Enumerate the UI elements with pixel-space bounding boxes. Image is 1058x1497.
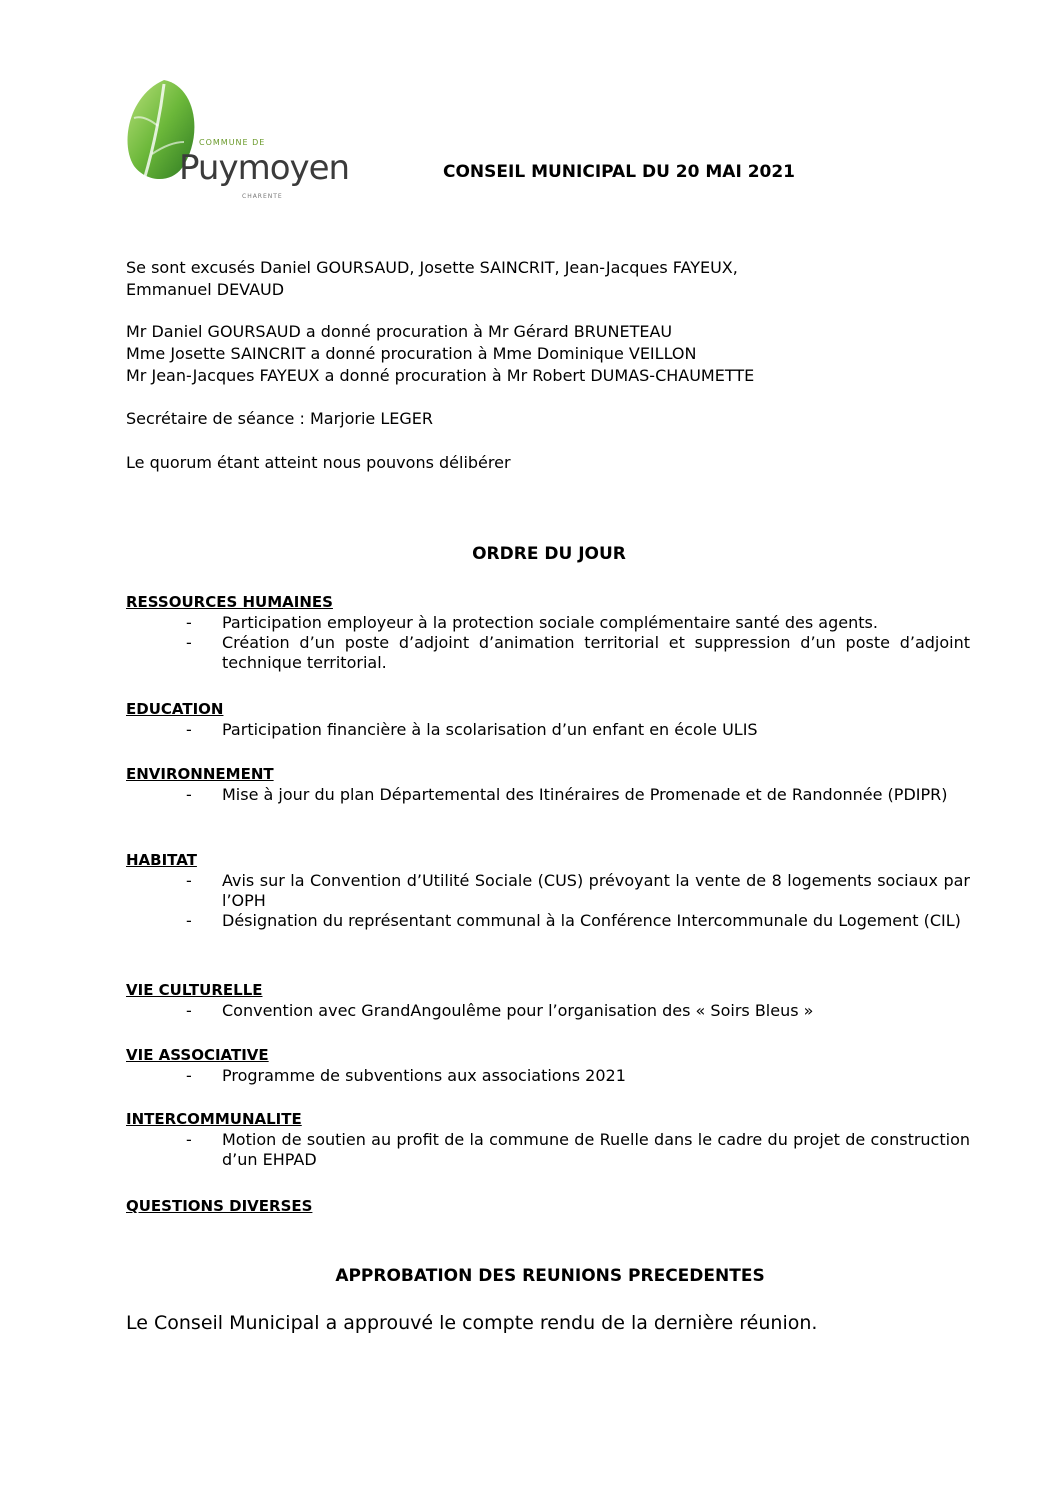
list-item — [126, 1001, 970, 1021]
section-environnement — [126, 764, 970, 805]
section-title: EDUCATION — [126, 700, 224, 718]
list-item — [126, 1066, 970, 1086]
quorum-line: Le quorum étant atteint nous pouvons délibérer — [126, 453, 511, 472]
ordre-du-jour-heading: ORDRE DU JOUR — [472, 544, 626, 564]
section-questions-diverses — [126, 1196, 970, 1217]
section-title: RESSOURCES HUMAINES — [126, 593, 333, 611]
list-dash: - — [186, 1066, 192, 1085]
list-dash: - — [186, 1001, 192, 1020]
section-habitat — [126, 850, 970, 931]
logo-name: Puymoyen — [179, 148, 350, 188]
list-item — [126, 871, 970, 911]
list-item — [126, 911, 970, 931]
section-title: VIE ASSOCIATIVE — [126, 1046, 269, 1064]
list-item-text: Participation employeur à la protection sociale complémentaire santé des agents. — [222, 613, 878, 632]
list-item — [126, 785, 970, 805]
procuration-line: Mme Josette SAINCRIT a donné procuration à Mme Dominique VEILLON — [126, 344, 697, 363]
section-education — [126, 699, 970, 740]
list-dash: - — [186, 720, 192, 739]
procuration-line: Mr Jean-Jacques FAYEUX a donné procuration à Mr Robert DUMAS-CHAUMETTE — [126, 366, 755, 385]
list-item-text: Création d’un poste d’adjoint d’animation territorial et suppression d’un poste d’adjoint technique territorial. — [222, 633, 970, 672]
list-dash: - — [186, 911, 192, 930]
excuses-line: Se sont excusés Daniel GOURSAUD, Josette SAINCRIT, Jean-Jacques FAYEUX, — [126, 258, 738, 277]
list-item — [126, 613, 970, 633]
list-item-text: Désignation du représentant communal à la Conférence Intercommunale du Logement (CIL) — [222, 911, 961, 930]
logo-small-text: COMMUNE DE — [199, 138, 266, 147]
procuration-line: Mr Daniel GOURSAUD a donné procuration à Mr Gérard BRUNETEAU — [126, 322, 673, 341]
section-title: VIE CULTURELLE — [126, 981, 263, 999]
section-vie-culturelle — [126, 980, 970, 1021]
approbation-heading: APPROBATION DES REUNIONS PRECEDENTES — [335, 1266, 765, 1286]
section-intercommunalite — [126, 1109, 970, 1170]
approbation-text: Le Conseil Municipal a approuvé le compte rendu de la dernière réunion. — [126, 1312, 818, 1334]
secretaire-line: Secrétaire de séance : Marjorie LEGER — [126, 409, 433, 428]
excuses-line: Emmanuel DEVAUD — [126, 280, 285, 299]
section-title: ENVIRONNEMENT — [126, 765, 274, 783]
list-item-text: Convention avec GrandAngoulême pour l’organisation des « Soirs Bleus » — [222, 1001, 814, 1020]
list-dash: - — [186, 1130, 192, 1149]
commune-logo — [124, 76, 350, 206]
list-item — [126, 720, 970, 740]
list-dash: - — [186, 613, 192, 632]
section-title: QUESTIONS DIVERSES — [126, 1197, 313, 1215]
excuses-paragraph — [126, 257, 738, 301]
list-dash: - — [186, 633, 192, 652]
list-item-text: Programme de subventions aux associations 2021 — [222, 1066, 626, 1085]
page-title: CONSEIL MUNICIPAL DU 20 MAI 2021 — [443, 162, 796, 182]
logo-sub-text: CHARENTE — [242, 193, 283, 200]
section-vie-associative — [126, 1045, 970, 1086]
procurations-paragraph — [126, 321, 754, 387]
list-item-text: Mise à jour du plan Départemental des Itinéraires de Promenade et de Randonnée (PDIPR) — [222, 785, 948, 804]
section-title: HABITAT — [126, 851, 197, 869]
list-item-text: Participation financière à la scolarisation d’un enfant en école ULIS — [222, 720, 758, 739]
list-item-text: Motion de soutien au profit de la commune de Ruelle dans le cadre du projet de construction d’un EHPAD — [222, 1130, 970, 1169]
list-item — [126, 1130, 970, 1170]
list-dash: - — [186, 785, 192, 804]
list-item — [126, 633, 970, 673]
section-title: INTERCOMMUNALITE — [126, 1110, 302, 1128]
section-ressources-humaines — [126, 592, 970, 673]
list-dash: - — [186, 871, 192, 890]
list-item-text: Avis sur la Convention d’Utilité Sociale (CUS) prévoyant la vente de 8 logements sociaux par l’OPH — [222, 871, 970, 910]
